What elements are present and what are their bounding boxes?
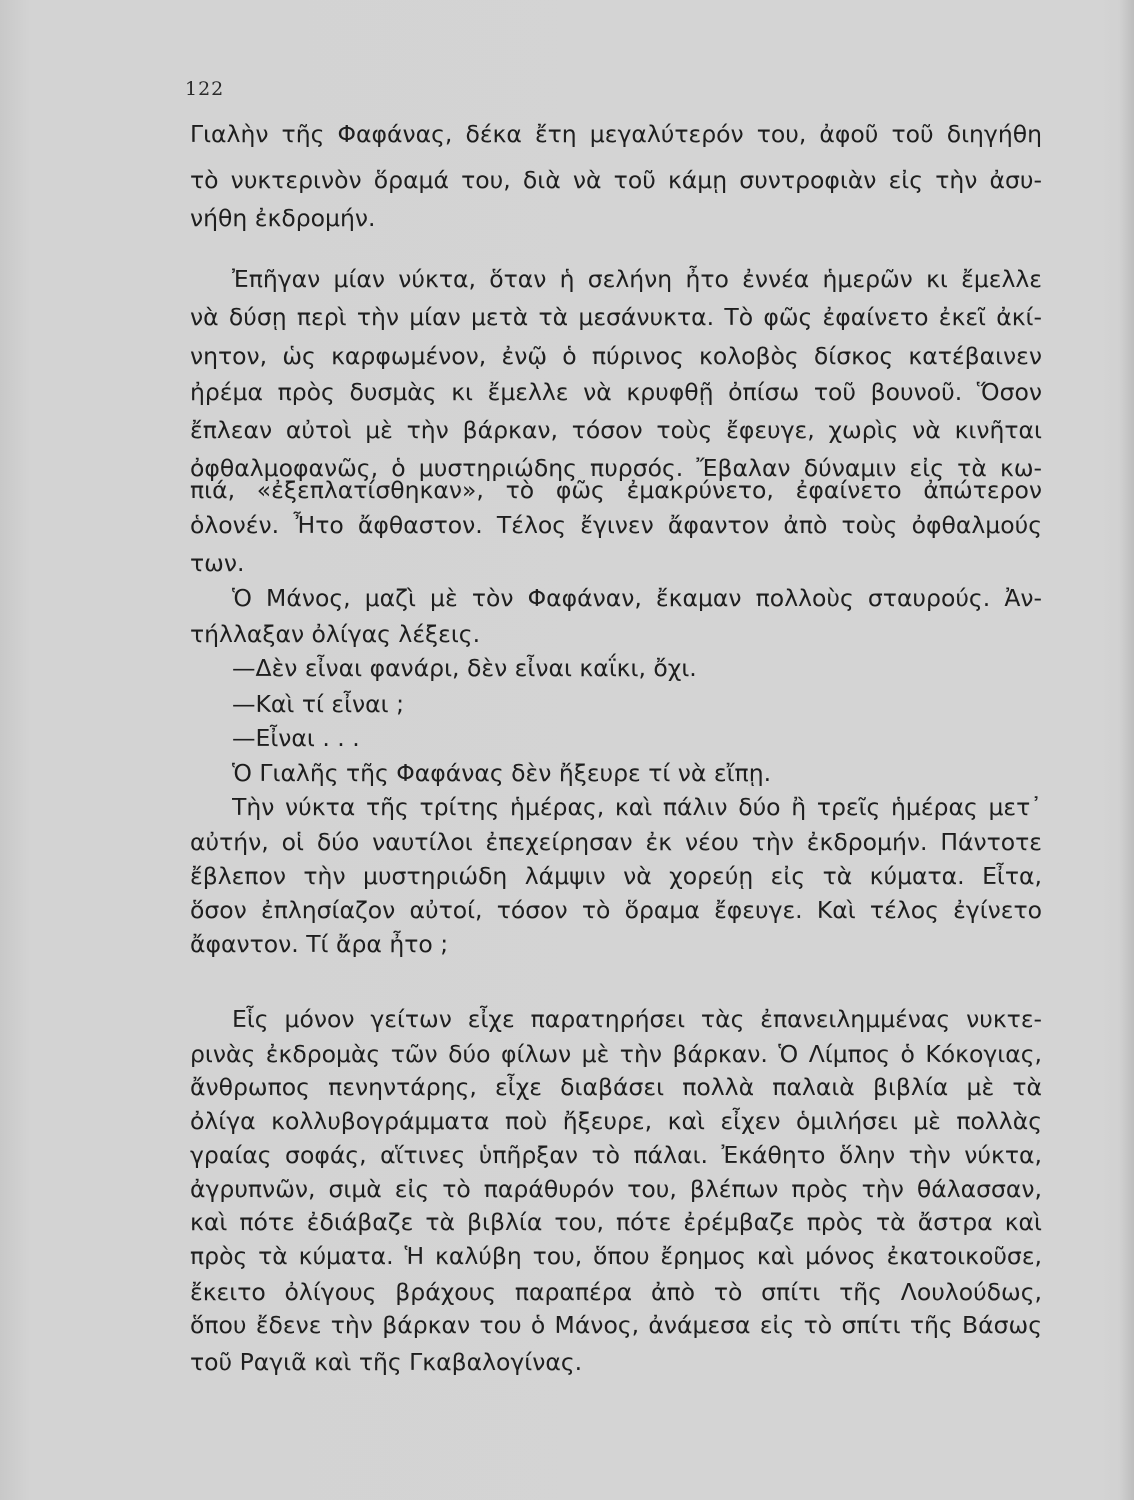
text-line: γραίας σοφάς, αἵτινες ὑπῆρξαν τὸ πάλαι. Ἐκάθητο ὅλην τὴν νύκτα,	[190, 1141, 1042, 1169]
page-number: 122	[185, 78, 225, 100]
text-line: —Καὶ τί εἶναι ;	[232, 690, 405, 718]
text-line: πρὸς τὰ κύματα. Ἡ καλύβη του, ὅπου ἔρημος καὶ μόνος ἐκατοικοῦσε,	[190, 1242, 1042, 1270]
text-line: Ἐπῆγαν μίαν νύκτα, ὅταν ἡ σελήνη ἦτο ἐννέα ἡμερῶν κι ἔμελλε	[232, 265, 1042, 293]
text-line: ἔπλεαν αὐτοὶ μὲ τὴν βάρκαν, τόσον τοὺς ἔφευγε, χωρὶς νὰ κινῆται	[190, 416, 1042, 444]
text-line: ἄνθρωπος πενηντάρης, εἶχε διαβάσει πολλὰ παλαιὰ βιβλία μὲ τὰ	[190, 1073, 1042, 1101]
text-line: Γιαλὴν τῆς Φαφάνας, δέκα ἔτη μεγαλύτερόν του, ἀφοῦ τοῦ διηγήθη	[190, 120, 1042, 148]
text-line: των.	[190, 549, 245, 577]
text-line: ἄφαντον. Τί ἄρα ἦτο ;	[190, 930, 449, 958]
text-line: καὶ πότε ἐδιάβαζε τὰ βιβλία του, πότε ἐρέμβαζε πρὸς τὰ ἄστρα καὶ	[190, 1208, 1042, 1236]
text-line: Ὁ Γιαλῆς τῆς Φαφάνας δὲν ἤξευρε τί νὰ εἴπῃ.	[232, 759, 772, 787]
text-line: ὅσον ἐπλησίαζον αὐτοί, τόσον τὸ ὅραμα ἔφευγε. Καὶ τέλος ἐγίνετο	[190, 896, 1042, 924]
text-line: πιά, «ἐξεπλατίσθηκαν», τὸ φῶς ἐμακρύνετο, ἐφαίνετο ἀπώτερον	[190, 476, 1042, 504]
text-line: νητον, ὡς καρφωμένον, ἐνῷ ὁ πύρινος κολοβὸς δίσκος κατέβαινεν	[190, 342, 1042, 370]
text-line: Εἷς μόνον γείτων εἶχε παρατηρήσει τὰς ἐπανειλημμένας νυκτε-	[232, 1005, 1042, 1033]
text-line: Ὁ Μάνος, μαζὶ μὲ τὸν Φαφάναν, ἔκαμαν πολλοὺς σταυρούς. Ἀν-	[232, 584, 1042, 612]
text-line: ὀλίγα κολλυβογράμματα ποὺ ἤξευρε, καὶ εἶχεν ὁμιλήσει μὲ πολλὰς	[190, 1107, 1042, 1135]
text-line: τήλλαξαν ὀλίγας λέξεις.	[190, 620, 481, 648]
text-line: ἔκειτο ὀλίγους βράχους παραπέρα ἀπὸ τὸ σπίτι τῆς Λουλούδως,	[190, 1278, 1042, 1306]
text-line: αὐτήν, οἱ δύο ναυτίλοι ἐπεχείρησαν ἐκ νέου τὴν ἐκδρομήν. Πάντοτε	[190, 828, 1042, 856]
text-line: —Εἶναι . . .	[232, 724, 360, 752]
text-line: ὀφθαλμοφανῶς, ὁ μυστηριώδης πυρσός. Ἔβαλαν δύναμιν εἰς τὰ κω-	[190, 454, 1042, 482]
text-line: νὰ δύσῃ περὶ τὴν μίαν μετὰ τὰ μεσάνυκτα. Τὸ φῶς ἐφαίνετο ἐκεῖ ἀκί-	[190, 303, 1042, 331]
text-line: ἔβλεπον τὴν μυστηριώδη λάμψιν νὰ χορεύῃ εἰς τὰ κύματα. Εἶτα,	[190, 862, 1042, 890]
text-line: ὅπου ἔδενε τὴν βάρκαν του ὁ Μάνος, ἀνάμεσα εἰς τὸ σπίτι τῆς Βάσως	[190, 1311, 1042, 1339]
text-line: ὁλονέν. Ἦτο ἄφθαστον. Τέλος ἔγινεν ἄφαντον ἀπὸ τοὺς ὀφθαλμούς	[190, 511, 1042, 539]
text-line: τοῦ Ραγιᾶ καὶ τῆς Γκαβαλογίνας.	[190, 1348, 583, 1376]
text-line: ρινὰς ἐκδρομὰς τῶν δύο φίλων μὲ τὴν βάρκαν. Ὁ Λίμπος ὁ Κόκογιας,	[190, 1040, 1042, 1068]
text-line: ἀγρυπνῶν, σιμὰ εἰς τὸ παράθυρόν του, βλέπων πρὸς τὴν θάλασσαν,	[190, 1175, 1042, 1203]
text-line: Τὴν νύκτα τῆς τρίτης ἡμέρας, καὶ πάλιν δύο ἢ τρεῖς ἡμέρας μετ᾿	[232, 793, 1042, 821]
text-line: νήθη ἐκδρομήν.	[190, 204, 376, 232]
text-line: —Δὲν εἶναι φανάρι, δὲν εἶναι καΐκι, ὄχι.	[232, 654, 697, 682]
page-edge-shadow	[1120, 0, 1134, 1500]
text-line: ἠρέμα πρὸς δυσμὰς κι ἔμελλε νὰ κρυφθῇ ὀπίσω τοῦ βουνοῦ. Ὅσον	[190, 378, 1042, 406]
text-line: τὸ νυκτερινὸν ὅραμά του, διὰ νὰ τοῦ κάμῃ συντροφιὰν εἰς τὴν ἀσυ-	[190, 166, 1042, 194]
